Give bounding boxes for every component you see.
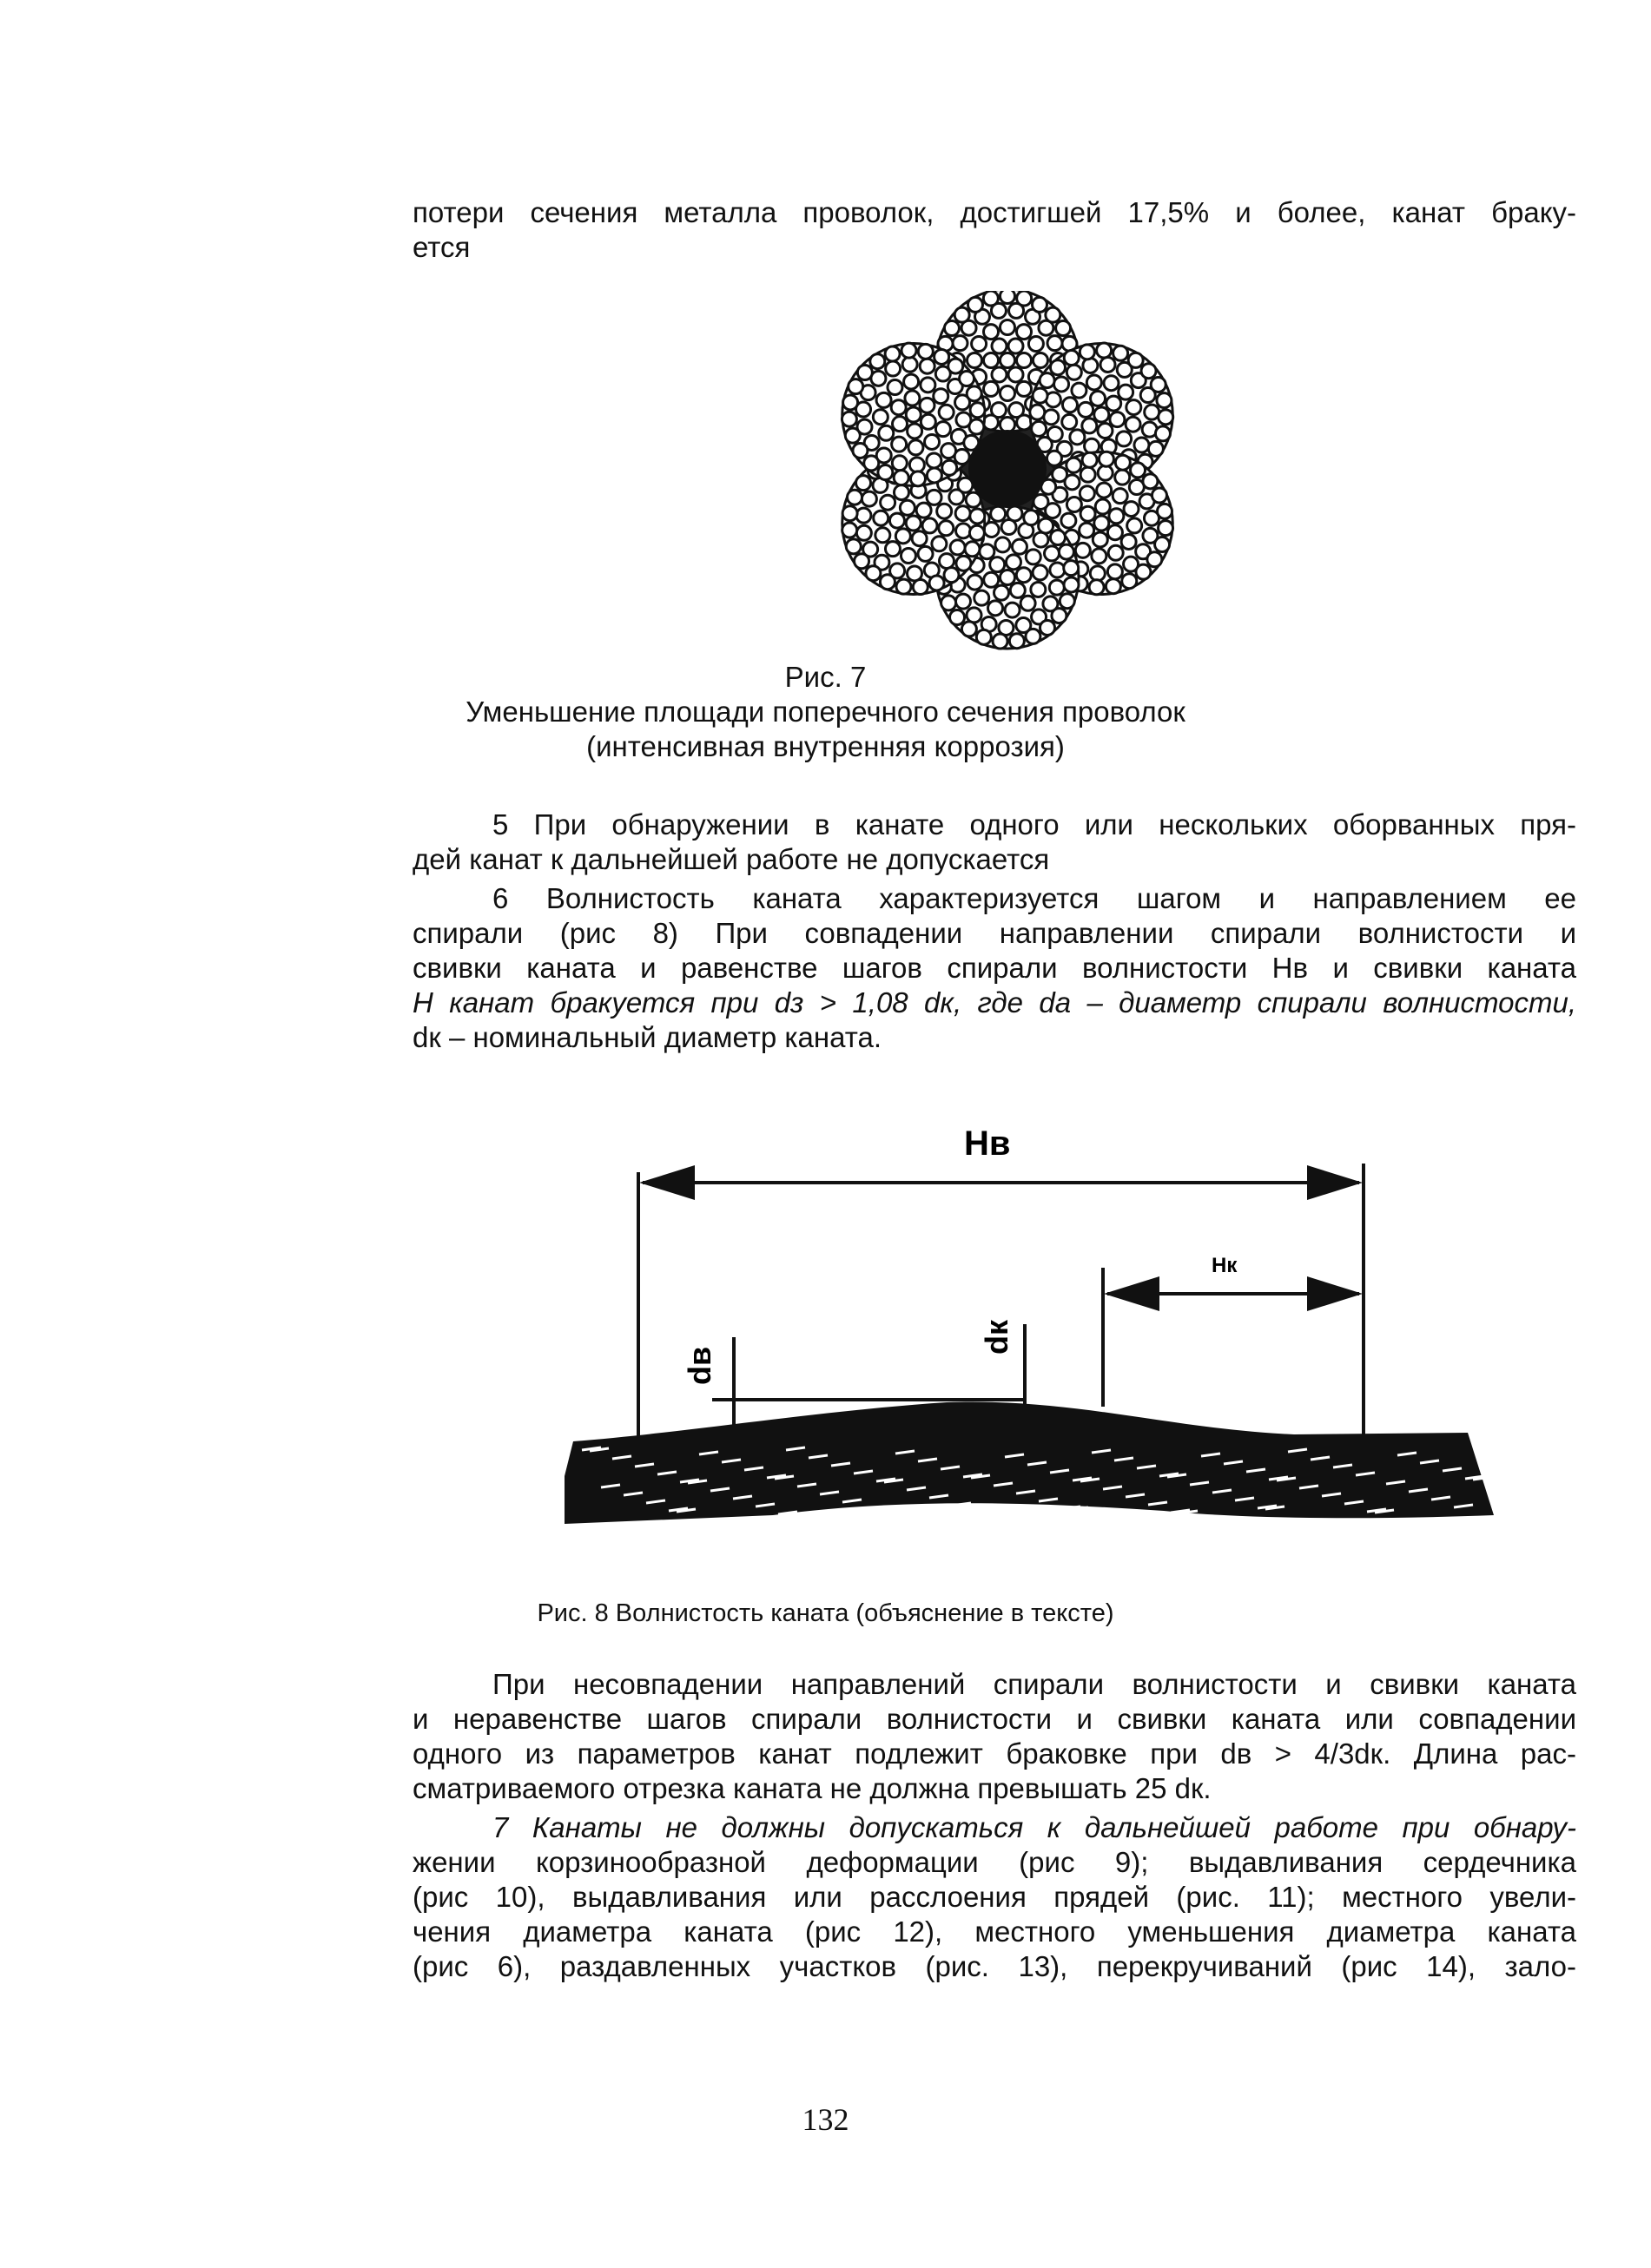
text-line: H канат бракуется при dз > 1,08 dк, где dа – диаметр спирали волнистости, bbox=[413, 986, 1576, 1019]
text-line: При несовпадении направлений спирали волнистости и свивки каната bbox=[492, 1668, 1576, 1700]
rope-strand bbox=[842, 343, 985, 486]
paragraph-7 bbox=[413, 1810, 1576, 1984]
text-line: чения диаметра каната (рис 12), местного уменьшения диаметра каната bbox=[413, 1915, 1576, 1948]
text-line: потери сечения металла проволок, достигшей 17,5% и более, канат браку- bbox=[413, 196, 1576, 228]
corrosion-center bbox=[968, 430, 1047, 508]
figure7-caption-line2: (интенсивная внутренняя коррозия) bbox=[586, 730, 1065, 762]
top-paragraph bbox=[413, 195, 1576, 265]
text-line: 6 Волнистость каната характеризуется шагом и направлением ее bbox=[492, 882, 1576, 914]
text-line: dк – номинальный диаметр каната. bbox=[413, 1021, 882, 1053]
text-line: сматриваемого отрезка каната не должна превышать 25 dк. bbox=[413, 1772, 1212, 1804]
paragraph-6 bbox=[413, 881, 1576, 1055]
text-line: 5 При обнаружении в канате одного или нескольких оборванных пря- bbox=[492, 808, 1576, 841]
hk-label: Hк bbox=[1212, 1254, 1238, 1277]
paragraph-5 bbox=[413, 808, 1576, 877]
text-line: спирали (рис 8) При совпадении направлении спирали волнистости и bbox=[413, 917, 1576, 949]
text-line: ется bbox=[413, 231, 471, 263]
figure7-caption-line1: Уменьшение площади поперечного сечения проволок bbox=[466, 696, 1185, 728]
figure7-number: Рис. 7 bbox=[784, 661, 867, 693]
dv-label: dв bbox=[682, 1346, 717, 1385]
text-line: свивки каната и равенстве шагов спирали волнистости Hв и свивки каната bbox=[413, 952, 1576, 984]
text-line: (рис 6), раздавленных участков (рис. 13), перекручиваний (рис 14), зало- bbox=[413, 1950, 1576, 1982]
hv-label: Hв bbox=[964, 1124, 1011, 1163]
dk-label: dк bbox=[979, 1319, 1014, 1355]
page-number: 132 bbox=[802, 2102, 849, 2137]
text-line: (рис 10), выдавливания или расслоения прядей (рис. 11); местного увели- bbox=[413, 1881, 1576, 1913]
figure8-caption: Рис. 8 Волнистость каната (объяснение в тексте) bbox=[537, 1599, 1114, 1627]
text-line: и неравенстве шагов спирали волнистости и свивки каната или совпадении bbox=[413, 1703, 1576, 1735]
text-line: 7 Канаты не должны допускаться к дальнейшей работе при обнару- bbox=[492, 1811, 1576, 1843]
text-line: одного из параметров канат подлежит браковке при dв > 4/3dк. Длина рас- bbox=[413, 1737, 1576, 1770]
text-line: жении корзинообразной деформации (рис 9); выдавливания сердечника bbox=[413, 1846, 1576, 1878]
paragraph-after-figure8 bbox=[413, 1667, 1576, 1806]
wavy-rope-body bbox=[565, 1402, 1494, 1524]
text-line: дей канат к дальнейшей работе не допускается bbox=[413, 843, 1050, 875]
rope-waviness-diagram bbox=[556, 1120, 1555, 1554]
rope-cross-section-figure bbox=[808, 291, 1207, 656]
